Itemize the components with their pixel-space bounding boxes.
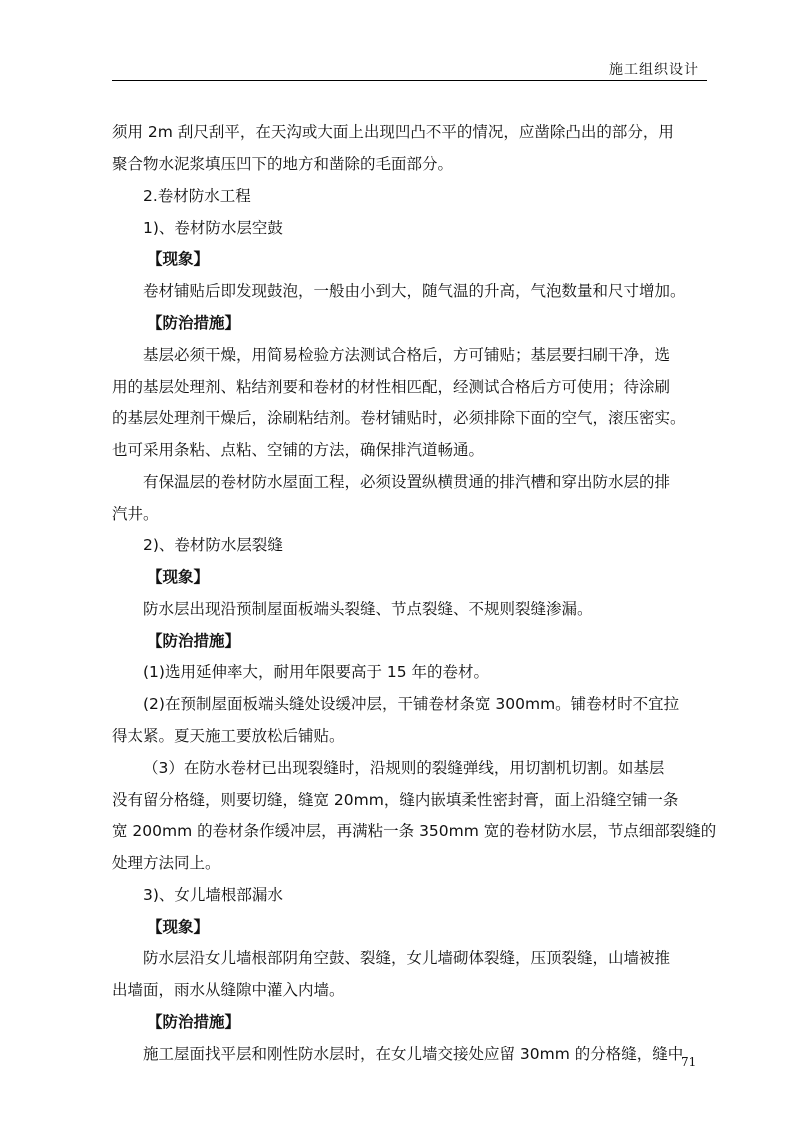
label-phenomenon: 【现象】 (147, 250, 210, 268)
body-line: 施工屋面找平层和刚性防水层时，在女儿墙交接处应留 30mm 的分格缝，缝中 (143, 1045, 684, 1063)
body-line: 汽井。 (112, 505, 159, 523)
body-line: 处理方法同上。 (112, 854, 221, 872)
list-item: (1)选用延伸率大，耐用年限要高于 15 年的卷材。 (143, 663, 490, 681)
list-item: (2)在预制屋面板端头缝处设缓冲层，干铺卷材条宽 300mm。铺卷材时不宜拉 (143, 695, 680, 713)
header-rule (112, 80, 707, 81)
label-phenomenon: 【现象】 (147, 918, 210, 936)
body-line: 聚合物水泥浆填压凹下的地方和凿除的毛面部分。 (112, 155, 454, 173)
body-line: 宽 200mm 的卷材条作缓冲层，再满粘一条 350mm 宽的卷材防水层，节点细部裂缝的 (112, 822, 717, 840)
body-line: 卷材铺贴后即发现鼓泡，一般由小到大，随气温的升高，气泡数量和尺寸增加。 (143, 282, 686, 300)
body-line: 没有留分格缝，则要切缝，缝宽 20mm，缝内嵌填柔性密封膏，面上沿缝空铺一条 (112, 791, 679, 809)
subsection-heading: 2)、卷材防水层裂缝 (143, 536, 283, 554)
body-line: 防水层沿女儿墙根部阴角空鼓、裂缝，女儿墙砌体裂缝，压顶裂缝，山墙被推 (143, 949, 671, 967)
section-heading: 2.卷材防水工程 (143, 187, 251, 205)
body-line: 的基层处理剂干燥后，涂刷粘结剂。卷材铺贴时，必须排除下面的空气，滚压密实。 (112, 409, 686, 427)
label-measures: 【防治措施】 (147, 1013, 241, 1031)
body-line: 基层必须干燥，用简易检验方法测试合格后，方可铺贴；基层要扫刷干净，选 (143, 346, 671, 364)
running-header: 施工组织设计 (609, 62, 699, 78)
body-line: 有保温层的卷材防水屋面工程，必须设置纵横贯通的排汽槽和穿出防水层的排 (143, 473, 671, 491)
label-phenomenon: 【现象】 (147, 568, 210, 586)
body-line: 用的基层处理剂、粘结剂要和卷材的材性相匹配，经测试合格后方可使用；待涂刷 (112, 378, 671, 396)
body-line: 也可采用条粘、点粘、空铺的方法，确保排汽道畅通。 (112, 441, 485, 459)
label-measures: 【防治措施】 (147, 314, 241, 332)
label-measures: 【防治措施】 (147, 632, 241, 650)
body-line: 出墙面，雨水从缝隙中灌入内墙。 (112, 981, 345, 999)
subsection-heading: 1)、卷材防水层空鼓 (143, 219, 283, 237)
body-line: 得太紧。夏天施工要放松后铺贴。 (112, 727, 345, 745)
body-line: 须用 2m 刮尺刮平，在天沟或大面上出现凹凸不平的情况，应凿除凸出的部分，用 (112, 123, 674, 141)
subsection-heading: 3)、女儿墙根部漏水 (143, 886, 283, 904)
body-line: 防水层出现沿预制屋面板端头裂缝、节点裂缝、不规则裂缝渗漏。 (143, 600, 593, 618)
list-item: （3）在防水卷材已出现裂缝时，沿规则的裂缝弹线，用切割机切割。如基层 (143, 759, 665, 777)
page-number: 71 (681, 1055, 697, 1069)
